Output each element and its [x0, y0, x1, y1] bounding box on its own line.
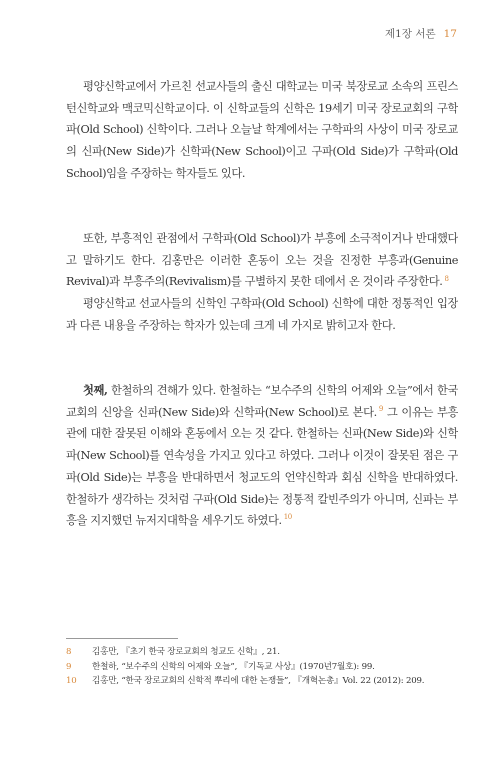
paragraph-text: 또한, 부흥적인 관점에서 구학파(Old School)가 부흥에 소극적이거나 반대했다고 말하기도 한다. 김홍만은 이러한 혼동이 오는 것을 진정한 부흥과(Genuine Revival)과 부흥주의(Revivalism)를 구별하지 못한 데에서 온 것이라 주장한다. — [66, 232, 458, 289]
footnote-number: 8 — [66, 647, 72, 657]
footnote-text: 김홍만, “한국 장로교회의 신학적 뿌리에 대한 논쟁들”, 『개혁논총』Vol. 22 (2012): 209. — [92, 676, 425, 686]
body-text — [66, 76, 458, 575]
footnote-divider — [66, 638, 178, 639]
paragraph-text: 평양신학교 선교사들의 신학인 구학파(Old School) 신학에 대한 정통적인 입장과 다른 내용을 주장하는 학자가 있는데 크게 네 가지로 밝히고자 한다. — [66, 297, 458, 332]
paragraph-lead: 첫째, — [82, 383, 108, 397]
footnote — [66, 645, 458, 660]
footnote-text: 한철하, “보수주의 신학의 어제와 오늘”, 『기독교 사상』(1970년7월호): 99. — [92, 661, 375, 672]
footnote-ref[interactable]: 9 — [378, 404, 383, 413]
footnote-ref[interactable]: 8 — [444, 274, 449, 283]
footnote-number: 9 — [66, 661, 72, 672]
footnote — [66, 660, 458, 675]
paragraph — [66, 293, 458, 359]
footnote-number: 10 — [66, 676, 77, 686]
running-header — [385, 26, 457, 41]
paragraph — [66, 228, 458, 293]
paragraph-text: 한철하의 견해가 있다. 한철하는 “보수주의 신학의 어제와 오늘”에서 한국 교회의 신앙을 신파(New Side)와 신학파(New School)로 본다. — [66, 384, 458, 419]
footnote — [66, 674, 458, 689]
footnote-text: 김홍만, 『초기 한국 장로교회의 청교도 신학』, 21. — [92, 647, 280, 657]
paragraph-text: 평양신학교에서 가르친 선교사들의 출신 대학교는 미국 북장로교 소속의 프린스턴신학교와 맥코믹신학교이다. 이 신학교들의 신학은 19세기 미국 장로교회의 구학파(Old School) 신학이다. 그러나 오늘날 학계에서는 구학파의 사상이 미국 장로교의 신파(New Side)가 신학파(New School)이고 구파(Old Side)가 구학파(Old School)임을 주장하는 학자들도 있다. — [66, 80, 458, 180]
footnotes — [66, 645, 458, 689]
footnote-ref[interactable]: 10 — [283, 513, 292, 522]
paragraph — [66, 76, 458, 228]
chapter-title: 제1장 서론 — [385, 28, 436, 40]
paragraph-text: 그 이유는 부흥관에 대한 잘못된 이해와 혼동에서 오는 것 같다. 한철하는 신파(New Side)와 신학파(New School)를 연속성을 가지고 있다고 하였다. 그러나 이것이 잘못된 점은 구파(Old Side)는 부흥을 반대하면서 청교도의 언약신학과 회심 신학을 반대하였다. 한철하가 생각하는 것처럼 구파(Old Side)는 정통적 칼빈주의가 아니며, 신파는 부흥을 지지했던 뉴저지대학을 세우기도 하였다. — [66, 405, 458, 528]
page-number: 17 — [443, 28, 457, 40]
paragraph — [66, 380, 458, 575]
